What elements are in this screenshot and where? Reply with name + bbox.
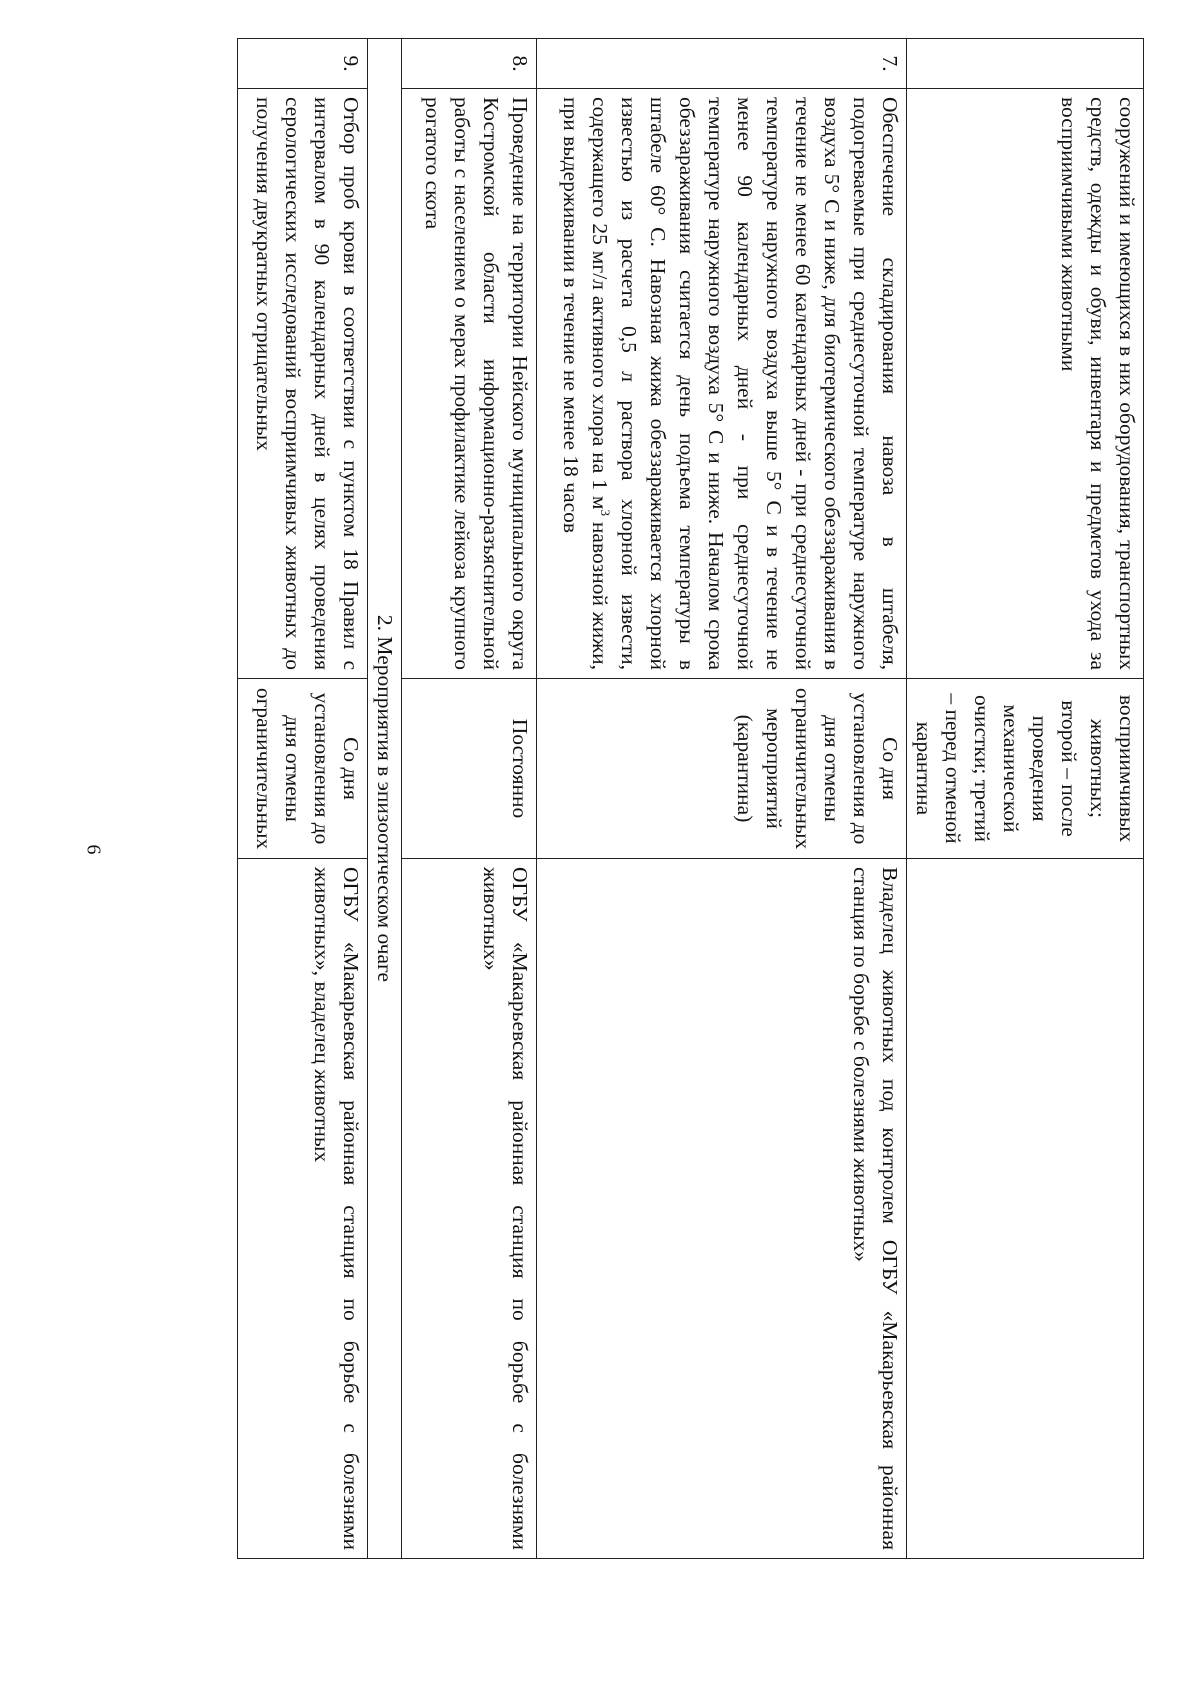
measure-responsible: ОГБУ «Макарьевская районная станция по борьбе с болезнями животных»: [402, 859, 537, 1559]
table-row: [537, 39, 907, 1559]
row-number: 9.: [238, 39, 368, 89]
description-text-end: навозной жижи, при выдерживании в течение не менее 18 часов: [559, 97, 612, 670]
measures-table: [237, 38, 1144, 1559]
measure-responsible: ОГБУ «Макарьевская районная станция по борьбе с болезнями животных», владелец животных: [238, 859, 368, 1559]
measure-term: Со дня установления до дня отмены ограничительных: [238, 679, 368, 859]
measure-term: Постоянно: [402, 679, 537, 859]
row-number: 8.: [402, 39, 537, 89]
page-number: 6: [82, 844, 105, 855]
table-row: [907, 39, 1144, 1559]
measure-description: [537, 89, 907, 679]
measure-term: Со дня установления до дня отмены ограничительных мероприятий (карантина): [537, 679, 907, 859]
row-number: [907, 39, 1144, 89]
description-text: Обеспечение складирования навоза в штабеля, подогреваемые при среднесуточной температуре наружного воздуха 5° С и ниже, для биотермического обеззараживания в течение не менее 60 календарных дней - при среднесуточной температуре наружного воздуха выше 5° С и в течение не менее 90 календарных дней - при среднесуточной температуре наружного воздуха 5° С и ниже. Началом срока обеззараживания считается день подъема температуры в штабеле 60° С. Навозная жижа обеззараживается хлорной известью из расчета 0,5 л раствора хлорной извести, содержащего 25 мг/л активного хлора на 1 м: [588, 97, 902, 670]
rotated-page: [114, 38, 1144, 1558]
measure-description: Проведение на территории Нейского муниципального округа Костромской области информационно-разъяснительной работы с населением о мерах профилактике лейкоза крупного рогатого скота: [402, 89, 537, 679]
row-number: 7.: [537, 39, 907, 89]
section-heading-row: [368, 39, 402, 1559]
measure-responsible: Владелец животных под контролем ОГБУ «Макарьевская районная станция по борьбе с болезнями животных»: [537, 859, 907, 1559]
section-heading: 2. Мероприятия в эпизоотическом очаге: [368, 39, 402, 1559]
measure-description: сооружений и имеющихся в них оборудования, транспортных средств, одежды и обуви, инвентаря и предметов ухода за восприимчивыми животными: [907, 89, 1144, 679]
table-row: [238, 39, 368, 1559]
measure-responsible: [907, 859, 1144, 1559]
cubic-superscript: 3: [598, 509, 614, 516]
measure-description: Отбор проб крови в соответствии с пунктом 18 Правил с интервалом в 90 календарных дней в целях проведения серологических исследований восприимчивых животных до получения двукратных отрицательных: [238, 89, 368, 679]
table-row: [402, 39, 537, 1559]
measure-term: восприимчивых животных; второй – после проведения механической очистки; третий – перед отменой карантина: [907, 679, 1144, 859]
